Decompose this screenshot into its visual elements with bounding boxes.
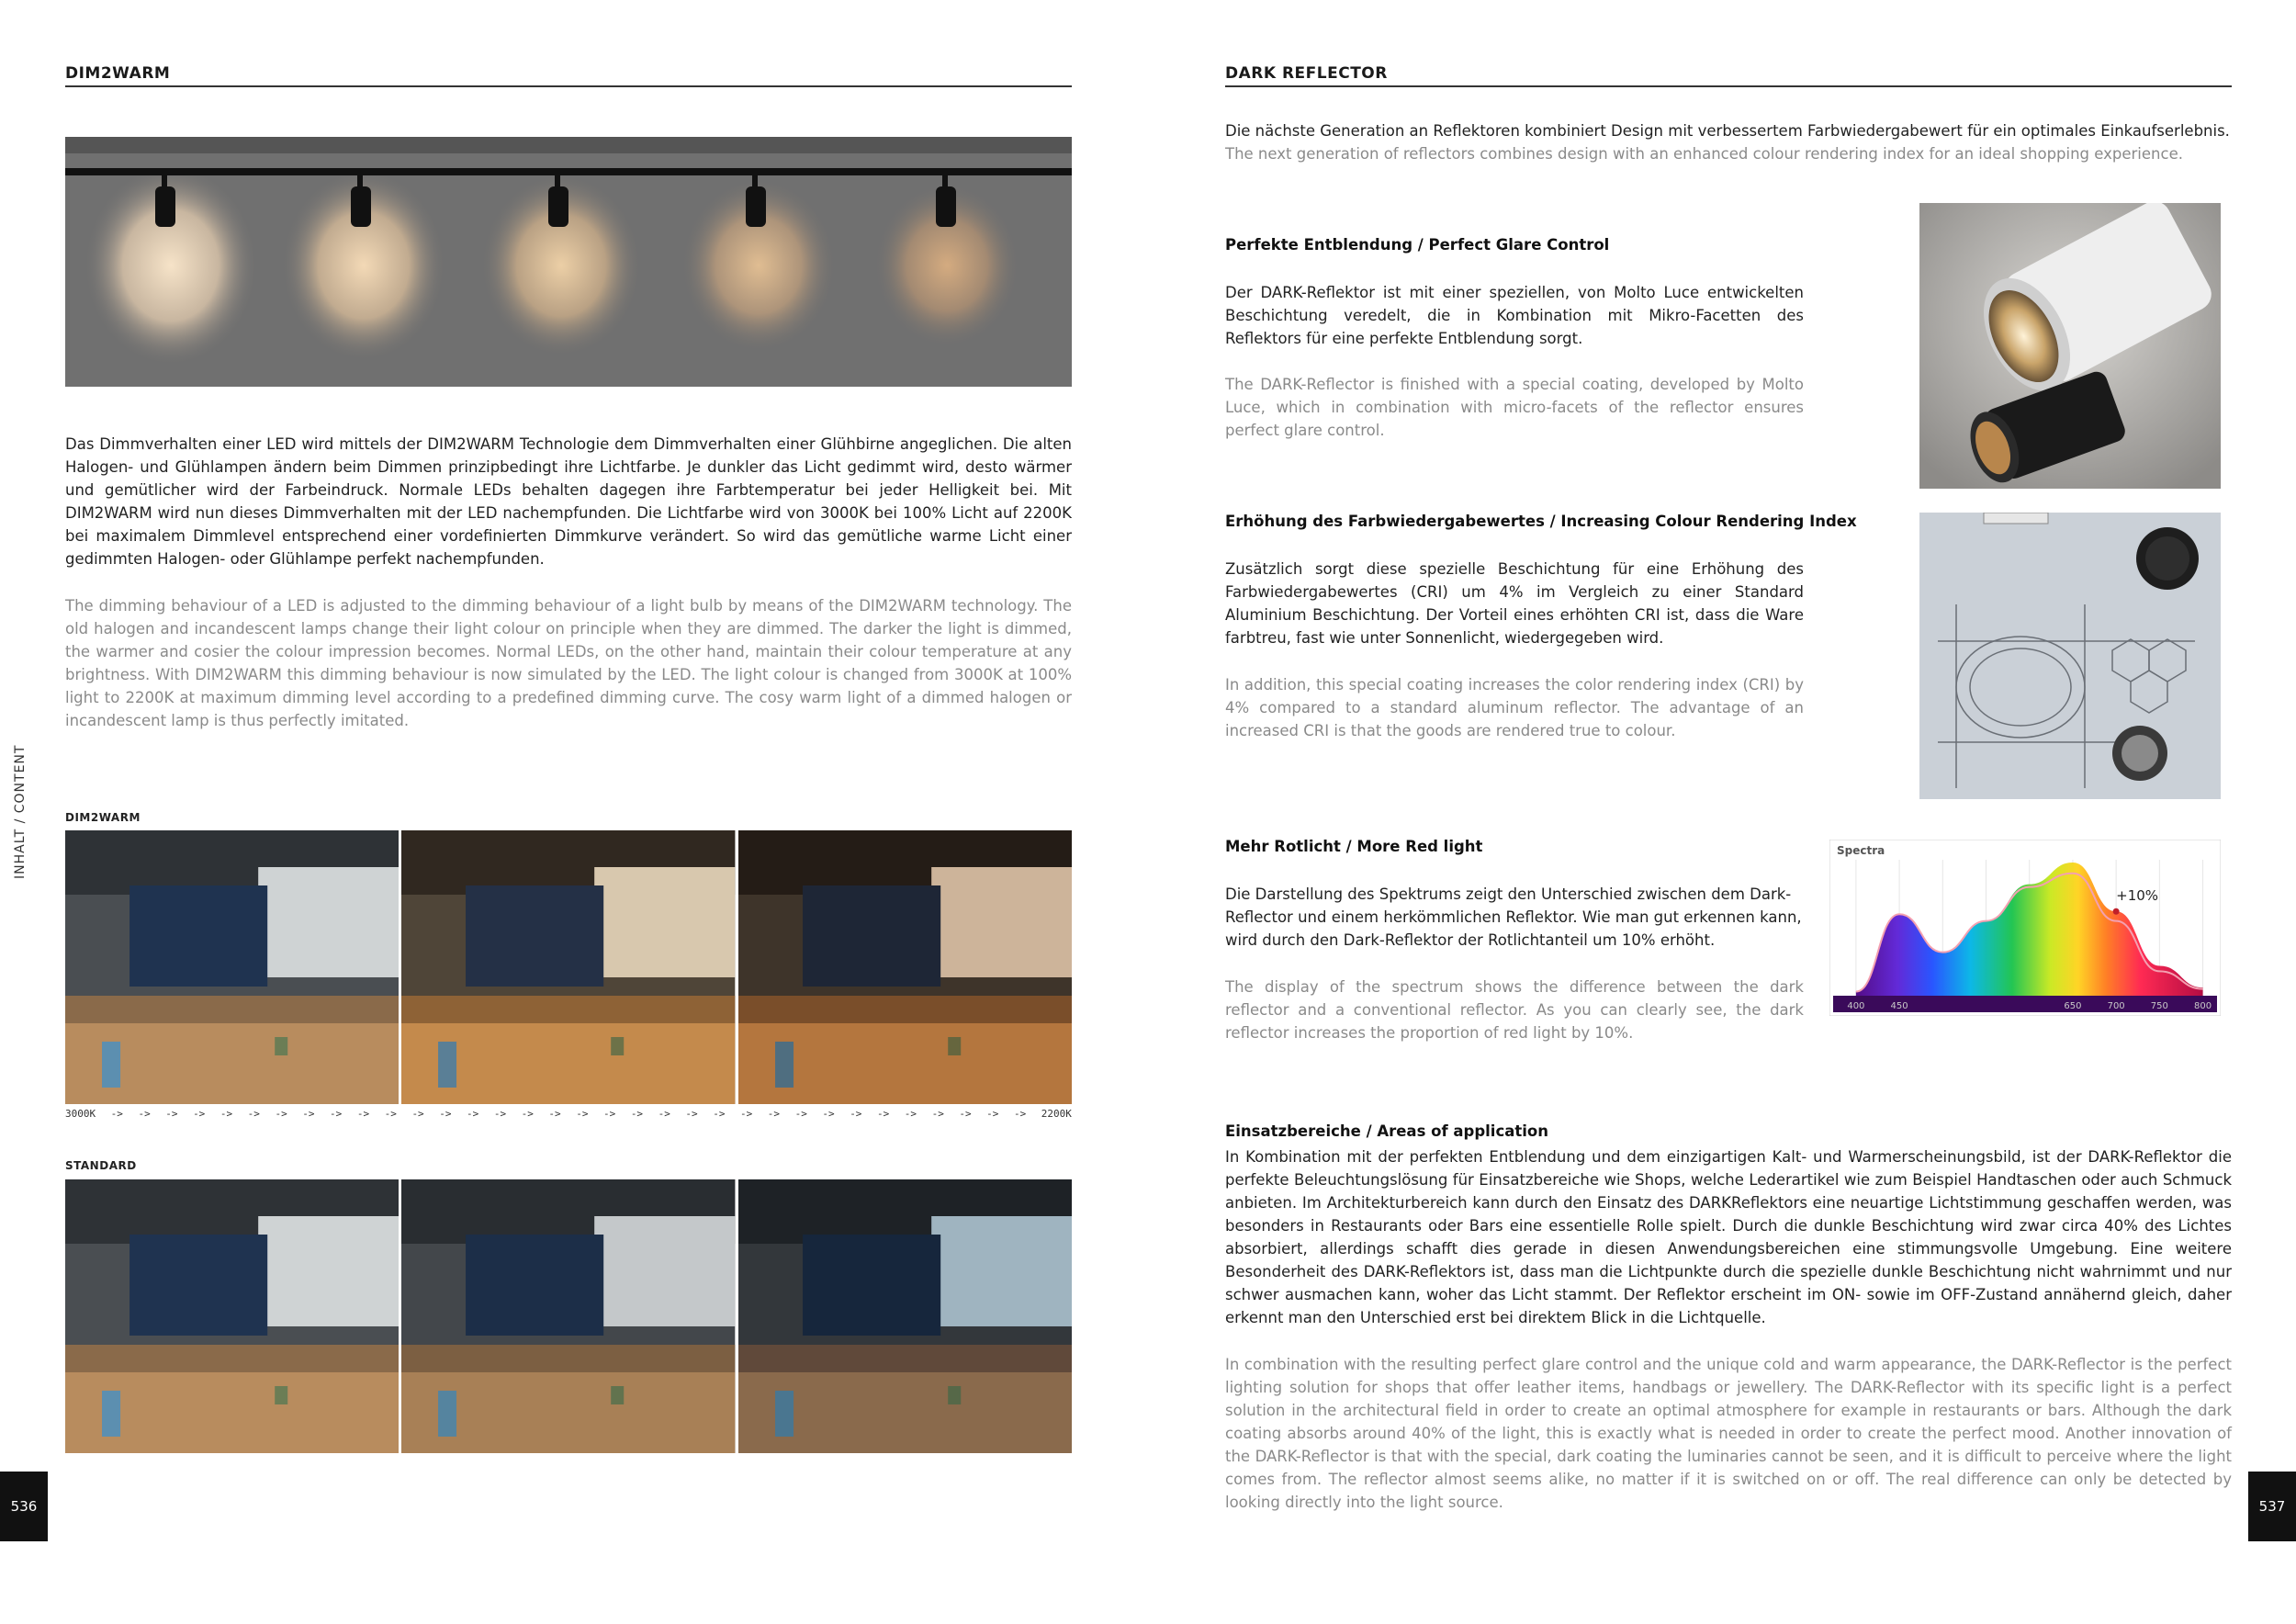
side-section-label: INHALT / CONTENT — [13, 744, 28, 879]
scale-arrow: -> — [138, 1108, 151, 1120]
page-number-right: 537 — [2248, 1472, 2296, 1541]
scale-arrow: -> — [493, 1108, 507, 1120]
scale-arrow: -> — [876, 1108, 890, 1120]
restaurant-photo-3000k — [65, 830, 399, 1104]
scale-arrow: -> — [740, 1108, 753, 1120]
track-light-photo — [65, 137, 1072, 387]
scale-arrow: -> — [630, 1108, 644, 1120]
standard-gallery — [65, 1179, 1072, 1453]
scale-arrow: -> — [931, 1108, 944, 1120]
x-tick-label: 750 — [2150, 1001, 2168, 1011]
scale-arrow: -> — [767, 1108, 781, 1120]
scale-arrow: -> — [658, 1108, 670, 1120]
scale-arrow: -> — [521, 1108, 534, 1120]
left-section-title: DIM2WARM — [65, 64, 1072, 87]
scale-arrow: -> — [330, 1108, 343, 1120]
spectrum-svg — [1829, 840, 2221, 1016]
intro-en: The next generation of reflectors combines design with an enhanced colour rendering index for an ideal shopping experience. — [1225, 145, 2183, 163]
red-light-en: The display of the spectrum shows the difference between the dark reflector and a conventional reflector. As you can clearly see, the dark reflector increases the proportion of red light by 10%. — [1225, 978, 1804, 1042]
restaurant-photo-standard-3 — [738, 1179, 1072, 1453]
scale-arrow: -> — [193, 1108, 206, 1120]
scale-arrow: -> — [850, 1108, 862, 1120]
scale-arrow: -> — [356, 1108, 370, 1120]
scale-arrow: -> — [467, 1108, 479, 1120]
applications-title: Einsatzbereiche / Areas of application — [1225, 1122, 1549, 1140]
scale-arrow: -> — [822, 1108, 835, 1120]
scale-arrow: -> — [302, 1108, 315, 1120]
applications-en: In combination with the resulting perfect glare control and the unique cold and warm appearance, the DARK-Reflector is the perfect lighting solution for shops that offer leather items, handbags or jewellery. The DARK-Reflector with its specific light is a perfect solution in the architectural field in order to create an optimal atmosphere for example in restaurants or bars. Although the dark coating absorbs around 40% of the light, this is exactly what is needed in order to create the perfect mood. Another innovation of the DARK-Reflector is that with the special, dark coating the luminaries cannot be seen, and it is difficult to perceive where the light comes from. The reflector almost seems alike, no matter if it is switched on or off. The real difference can only be detected by looking directly into the light source. — [1225, 1356, 2232, 1511]
restaurant-photo-mid — [401, 830, 735, 1104]
applications-de: In Kombination mit der perfekten Entblendung und dem einzigartigen Kalt- und Warmerscheinungsbild, ist der DARK-Reflektor die perfekte Beleuchtungslösung für Einsatzbereiche wie Shops, welche Lederartikel wie zum Beispiel Handtaschen oder auch Schmuck anbieten. Im Architekturbereich kann durch den Einsatz des DARKReflektors eine neuartige Lichtstimmung geschaffen werden, was besonders in Restaurants oder Bars eine essentielle Rolle spielt. Durch die dunkle Beschichtung wird zwar circa 40% des Lichtes absorbiert, allerdings schafft dies gerade in diesen Anwendungsbereichen eine stimmungsvolle Umgebung. Eine weitere Besonderheit des DARK-Reflektors ist, dass man die Lichtpunkte durch die spezielle dunkle Beschichtung nicht wahrnimmt und nur schwer ausmachen kann, woher das Licht stammt. Der Reflektor erscheint im ON- sowie im OFF-Zustand annähernd gleich, daher erkennt man den Unterschied erst bei direktem Blick in die Lichtquelle. — [1225, 1148, 2232, 1326]
restaurant-photo-standard-2 — [401, 1179, 735, 1453]
scale-arrow: -> — [219, 1108, 233, 1120]
gallery-dim2warm-label: DIM2WARM — [65, 811, 141, 824]
spectrum-chart — [1829, 840, 2221, 1016]
cri-de: Zusätzlich sorgt diese spezielle Beschichtung für eine Erhöhung des Farbwiedergabewertes (CRI) um 4% im Vergleich zu einer Standard Aluminium Beschichtung. Der Vorteil eines erhöhten CRI ist, dass die Ware farbtreu, fast wie unter Sonnenlicht, wiedergegeben wird. — [1225, 560, 1804, 647]
x-tick-label: 650 — [2064, 1001, 2082, 1011]
glare-control-de: Der DARK-Reflektor ist mit einer speziellen, von Molto Luce entwickelten Beschichtung veredelt, die in Kombination mit Mikro-Facetten des Reflektors für eine perfekte Entblendung sorgt. — [1225, 284, 1804, 347]
scale-start: 3000K — [65, 1108, 96, 1120]
scale-arrow: -> — [603, 1108, 616, 1120]
cri-title: Erhöhung des Farbwiedergabewertes / Increasing Colour Rendering Index — [1225, 513, 1857, 530]
glare-control-en: The DARK-Reflector is finished with a special coating, developed by Molto Luce, which in combination with micro-facets of the reflector ensures perfect glare control. — [1225, 376, 1804, 439]
glare-control-title: Perfekte Entblendung / Perfect Glare Control — [1225, 236, 1610, 254]
x-tick-label: 800 — [2194, 1001, 2212, 1011]
scale-arrow: -> — [794, 1108, 807, 1120]
scale-arrow: -> — [959, 1108, 972, 1120]
reflector-sketch-photo — [1919, 513, 2221, 799]
scale-arrow: -> — [247, 1108, 260, 1120]
restaurant-photo-standard-1 — [65, 1179, 399, 1453]
gallery-standard-label: STANDARD — [65, 1159, 137, 1172]
scale-end: 2200K — [1041, 1108, 1072, 1120]
scale-arrow: -> — [904, 1108, 917, 1120]
chart-title: Spectra — [1837, 844, 1885, 857]
scale-arrow: -> — [165, 1108, 178, 1120]
right-section-title: DARK REFLECTOR — [1225, 64, 2232, 87]
x-tick-label: 450 — [1890, 1001, 1908, 1011]
x-tick-label: 700 — [2107, 1001, 2125, 1011]
scale-arrow: -> — [713, 1108, 726, 1120]
spotlight-photo — [1919, 203, 2221, 489]
red-light-title: Mehr Rotlicht / More Red light — [1225, 838, 1483, 855]
annotation-label: +10% — [2116, 887, 2159, 905]
intro-de: Die nächste Generation an Reflektoren kombiniert Design mit verbessertem Farbwiedergabewert für ein optimales Einkaufserlebnis. — [1225, 122, 2230, 140]
scale-arrow: -> — [384, 1108, 397, 1120]
annotation-marker — [2113, 908, 2120, 915]
scale-arrow: -> — [576, 1108, 589, 1120]
color-temperature-scale — [65, 1108, 1072, 1120]
dim2warm-text-en: The dimming behaviour of a LED is adjusted to the dimming behaviour of a light bulb by means of the DIM2WARM technology. The old halogen and incandescent lamps change their light colour on principle when they are dimmed. The darker the light is dimmed, the warmer and cosier the colour impression becomes. Normal LEDs, on the other hand, maintain their colour temperature at any brightness. With DIM2WARM this dimming behaviour is now simulated by the LED. The light colour is changed from 3000K at 100% light to 2200K at maximum dimming level according to a predefined dimming curve. The cosy warm light of a dimmed halogen or incandescent lamp is thus perfectly imitated. — [65, 597, 1072, 729]
scale-arrow: -> — [411, 1108, 424, 1120]
scale-arrow: -> — [986, 1108, 999, 1120]
scale-arrow: -> — [548, 1108, 561, 1120]
scale-arrow: -> — [685, 1108, 698, 1120]
scale-arrow: -> — [275, 1108, 287, 1120]
scale-arrow: -> — [1013, 1108, 1027, 1120]
x-tick-label: 400 — [1847, 1001, 1865, 1011]
red-light-de: Die Darstellung des Spektrums zeigt den Unterschied zwischen dem Dark-Reflector und einem herkömmlichen Reflektor. Wie man gut erkennen kann, wird durch den Dark-Reflektor der Rotlichtanteil um 10% erhöht. — [1225, 885, 1802, 949]
scale-arrow: -> — [110, 1108, 123, 1120]
scale-arrow: -> — [439, 1108, 452, 1120]
cri-en: In addition, this special coating increases the color rendering index (CRI) by 4% compared to a standard aluminum reflector. The advantage of an increased CRI is that the goods are rendered true to colour. — [1225, 676, 1804, 739]
page-number-left: 536 — [0, 1472, 48, 1541]
dim2warm-text-de: Das Dimmverhalten einer LED wird mittels der DIM2WARM Technologie dem Dimmverhalten einer Glühbirne angeglichen. Die alten Halogen- und Glühlampen ändern beim Dimmen prinzipbedingt ihre Lichtfarbe. Je dunkler das Licht gedimmt wird, desto wärmer und gemütlicher wird der Farbeindruck. Normale LEDs behalten dagegen ihre Farbtemperatur bei jeder Helligkeit bei. Mit DIM2WARM wird nun dieses Dimmverhalten mit der LED nachempfunden. Die Lichtfarbe wird von 3000K bei 100% Licht auf 2200K bei maximalem Dimmlevel entsprechend einer vordefinierten Dimmkurve verändert. So wird das gemütliche warme Licht einer gedimmten Halogen- oder Glühlampe perfekt nachempfunden. — [65, 435, 1072, 568]
restaurant-photo-2200k — [738, 830, 1072, 1104]
dim2warm-gallery — [65, 830, 1072, 1104]
